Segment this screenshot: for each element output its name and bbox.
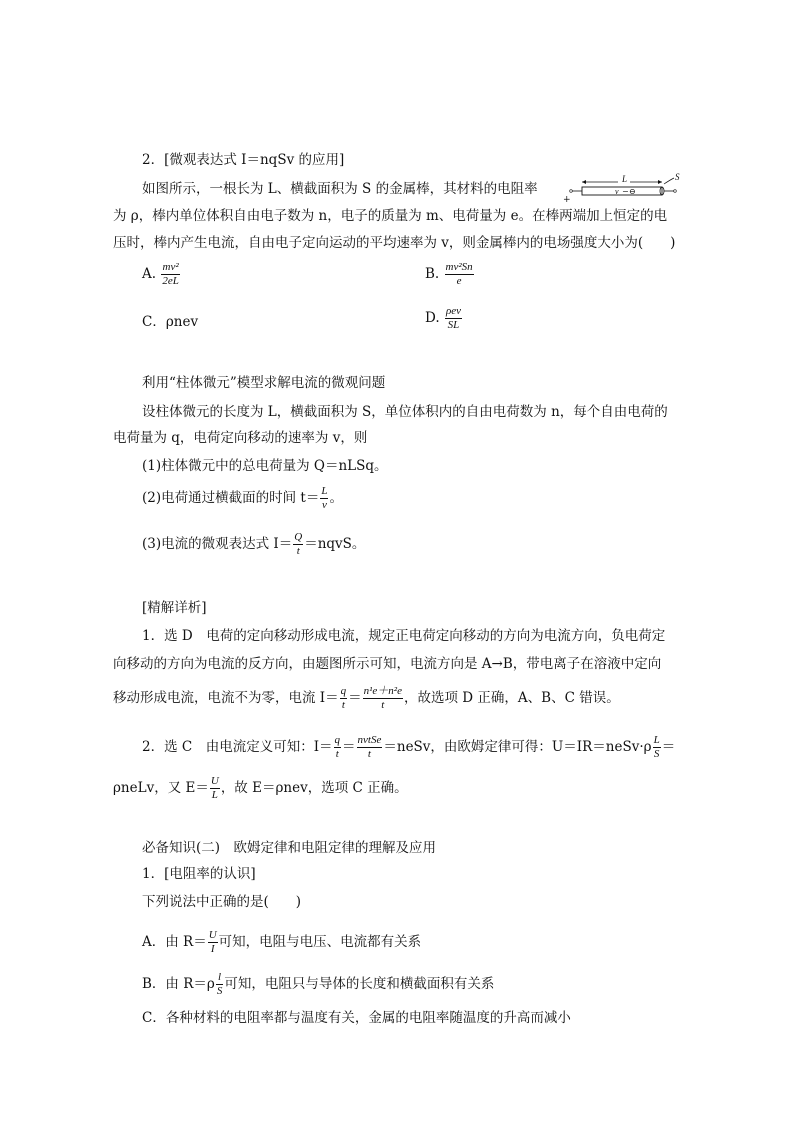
- question-stem-line-2: 为 ρ，棒内单位体积自由电子数为 n，电子的质量为 m、电荷量为 e。在棒两端加上恒定的电: [113, 208, 668, 224]
- analysis-1-line-2: 向移动的方向为电流的反方向，由题图所示可知，电流方向是 A→B，带电离子在溶液中定向: [113, 656, 662, 672]
- question-stem-line-3: 压时，棒内产生电流，自由电子定向运动的平均速率为 v，则金属棒内的电场强度大小为( ): [113, 235, 676, 251]
- model-paragraph-line-1: 设柱体微元的长度为 L，横截面积为 S，单位体积内的自由电荷数为 n，每个自由电荷的: [142, 404, 668, 420]
- rod-length-label: L: [622, 174, 628, 184]
- model-paragraph-line-2: 电荷量为 q，电荷定向移动的速率为 v，则: [113, 430, 368, 446]
- question-1-option-a: A．由 R＝ $\frac{U}{I}$ 可知，电阻与电压、电流都有关系: [142, 929, 422, 955]
- question-heading: 2．[微观表达式 I＝nqSv 的应用]: [142, 152, 345, 168]
- option-a-label: A.: [142, 266, 157, 282]
- question-stem-line-1: 如图所示，一根长为 L、横截面积为 S 的金属棒，其材料的电阻率: [142, 181, 538, 197]
- electron-icon: ⊖: [629, 187, 636, 196]
- model-item-1: (1)柱体微元中的总电荷量为 Q＝nLSq。: [142, 458, 388, 474]
- velocity-label: v: [615, 187, 619, 196]
- model-item-3: (3)电流的微观表达式 I＝ $\frac{Q}{t}$ ＝nqvS。: [142, 531, 366, 557]
- option-c: C．ρnev: [142, 314, 199, 330]
- cross-section-label: S: [675, 172, 680, 182]
- section-title: 必备知识(二) 欧姆定律和电阻定律的理解及应用: [142, 840, 437, 856]
- option-b-fraction: $\frac{\text{mv²Sn}}{e}$: [445, 261, 473, 287]
- option-d-label: D.: [425, 310, 440, 326]
- metal-rod-figure: [560, 172, 690, 204]
- question-1-stem: 下列说法中正确的是( ): [142, 894, 302, 910]
- model-item-2: (2)电荷通过横截面的时间 t＝ $\frac{L}{v}$ 。: [142, 485, 343, 511]
- question-1-option-b: B．由 R＝ρ $\frac{l}{S}$ 可知，电阻只与导体的长度和横截面积有关系: [142, 971, 495, 997]
- question-1-option-c: C．各种材料的电阻率都与温度有关，金属的电阻率随温度的升高而减小: [142, 1010, 571, 1026]
- option-a-fraction: $\frac{\text{mv²}}{2eL}$: [162, 261, 179, 287]
- option-a: [142, 262, 181, 287]
- plus-terminal-label: +: [563, 195, 571, 204]
- option-b-label: B.: [425, 266, 440, 282]
- analysis-2-line-2: ρneLv，又 E＝ $\frac{U}{L}$ ，故 E＝ρnev，选项 C 正确。: [113, 775, 408, 801]
- model-title: 利用“柱体微元”模型求解电流的微观问题: [142, 375, 386, 391]
- option-d-fraction: $\frac{\text{ρev}}{SL}$: [445, 305, 461, 331]
- analysis-2-line-1: 2．选 C 由电流定义可知：I＝ $\frac{q}{t}$ ＝ $\frac{\text{nvtSe}}{t}$ ＝neSv，由欧姆定律可得：U＝IR＝neSv·ρ $\frac{L}{S}$ ＝: [142, 734, 676, 760]
- analysis-1-line-1: 1．选 D 电荷的定向移动形成电流，规定正电荷定向移动的方向为电流方向，负电荷定: [142, 628, 666, 644]
- option-d: [425, 306, 463, 331]
- question-1-heading: 1．[电阻率的认识]: [142, 866, 256, 882]
- analysis-title: [精解详析]: [142, 600, 207, 616]
- option-b: [425, 262, 475, 287]
- analysis-1-line-3: 移动形成电流，电流不为零，电流 I＝ $\frac{q}{t}$ ＝ $\frac{\text{n¹e＋n²e}}{t}$ ，故选项 D 正确，A、B、C 错误。: [113, 685, 620, 711]
- velocity-arrow-label: −: [622, 187, 629, 196]
